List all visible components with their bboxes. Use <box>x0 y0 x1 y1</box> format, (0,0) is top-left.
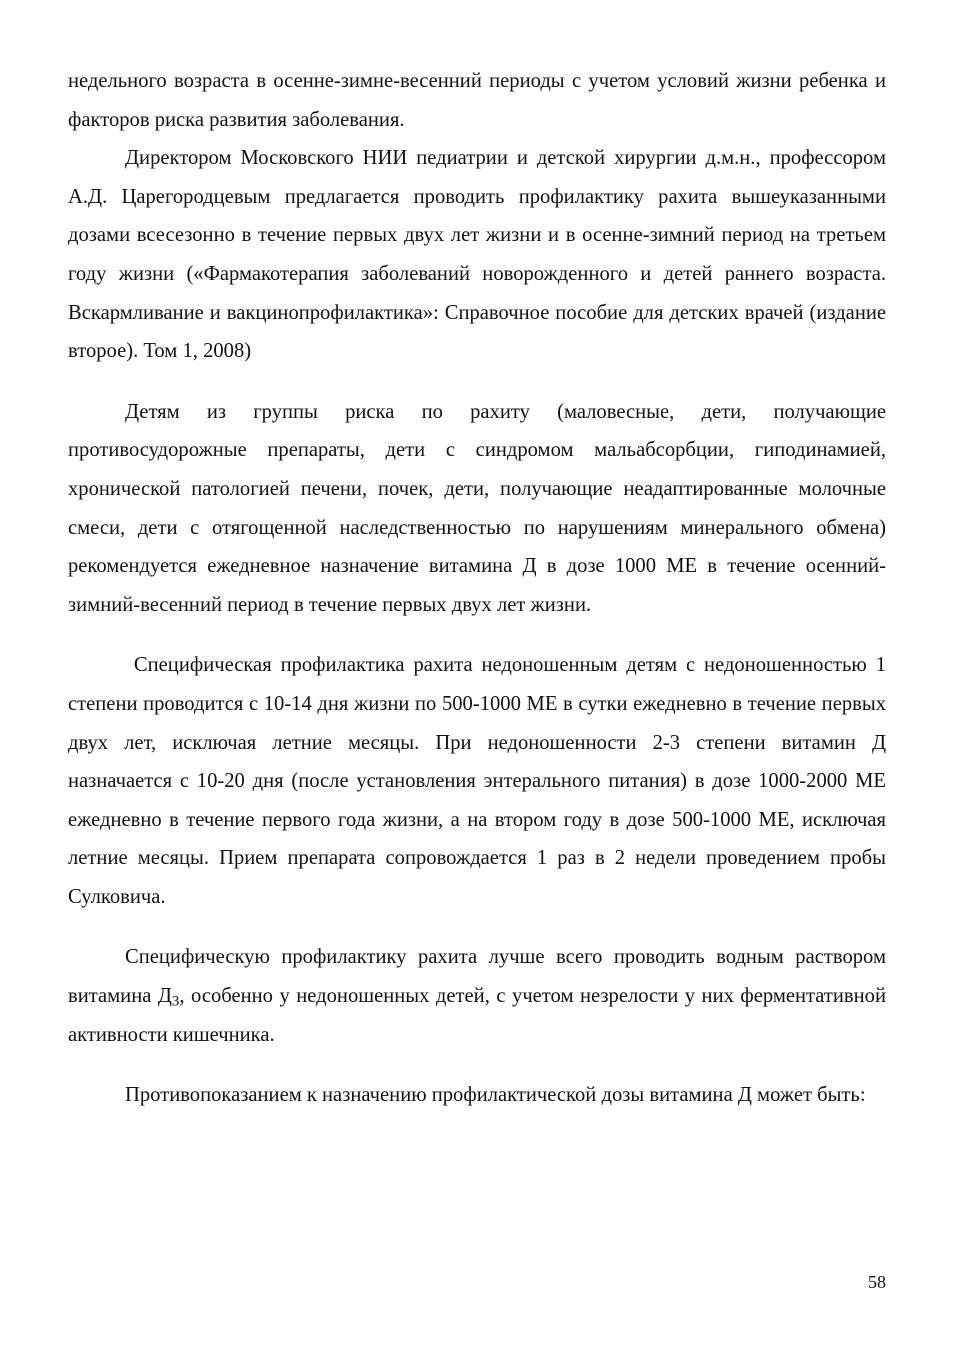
paragraph-water-solution <box>68 938 886 1054</box>
paragraph-contraindication: Противопоказанием к назначению профилактической дозы витамина Д может быть: <box>125 1084 866 1107</box>
vitamin-subscript: 3 <box>171 993 180 1010</box>
document-page <box>68 62 892 1115</box>
paragraph-continuation: недельного возраста в осенне-зимне-весенний периоды с учетом условий жизни ребенка и факторов риска развития заболевания. <box>68 70 886 131</box>
para5-after: , особенно у недоношенных детей, с учетом незрелости у них ферментативной активности кишечника. <box>68 985 886 1046</box>
page-number: 58 <box>868 1272 886 1292</box>
paragraph-tsaregorodtsev: Директором Московского НИИ педиатрии и детской хирургии д.м.н., профессором А.Д. Царегородцевым предлагается проводить профилактику рахита вышеуказанными дозами всесезонно в течение первых двух лет жизни и в осенне-зимний период на третьем году жизни («Фармакотерапия заболеваний новорожденного и детей раннего возраста. Вскармливание и вакцинопрофилактика»: Справочное пособие для детских врачей (издание второе). Том 1, 2008) <box>68 147 886 363</box>
para5-before: Специфическую профилактику рахита лучше всего проводить водным раствором витамина Д <box>68 946 886 1008</box>
paragraph-risk-group: Детям из группы риска по рахиту (маловесные, дети, получающие противосудорожные препараты, дети с синдромом мальабсорбции, гиподинамией, хронической патологией печени, почек, дети, получающие неадаптированные молочные смеси, дети с отягощенной наследственностью по нарушениям минерального обмена) рекомендуется ежедневное назначение витамина Д в дозе 1000 МЕ в течение осенний-зимний-весенний период в течение первых двух лет жизни. <box>68 400 886 616</box>
paragraph-premature: Специфическая профилактика рахита недоношенным детям с недоношенностью 1 степени проводится с 10-14 дня жизни по 500-1000 МЕ в сутки ежедневно в течение первых двух лет, исключая летние месяцы. При недоношенности 2-3 степени витамин Д назначается с 10-20 дня (после установления энтерального питания) в дозе 1000-2000 МЕ ежедневно в течение первого года жизни, а на втором году в дозе 500-1000 МЕ, исключая летние месяцы. Прием препарата сопровождается 1 раз в 2 недели проведением пробы Сулковича. <box>68 654 892 908</box>
